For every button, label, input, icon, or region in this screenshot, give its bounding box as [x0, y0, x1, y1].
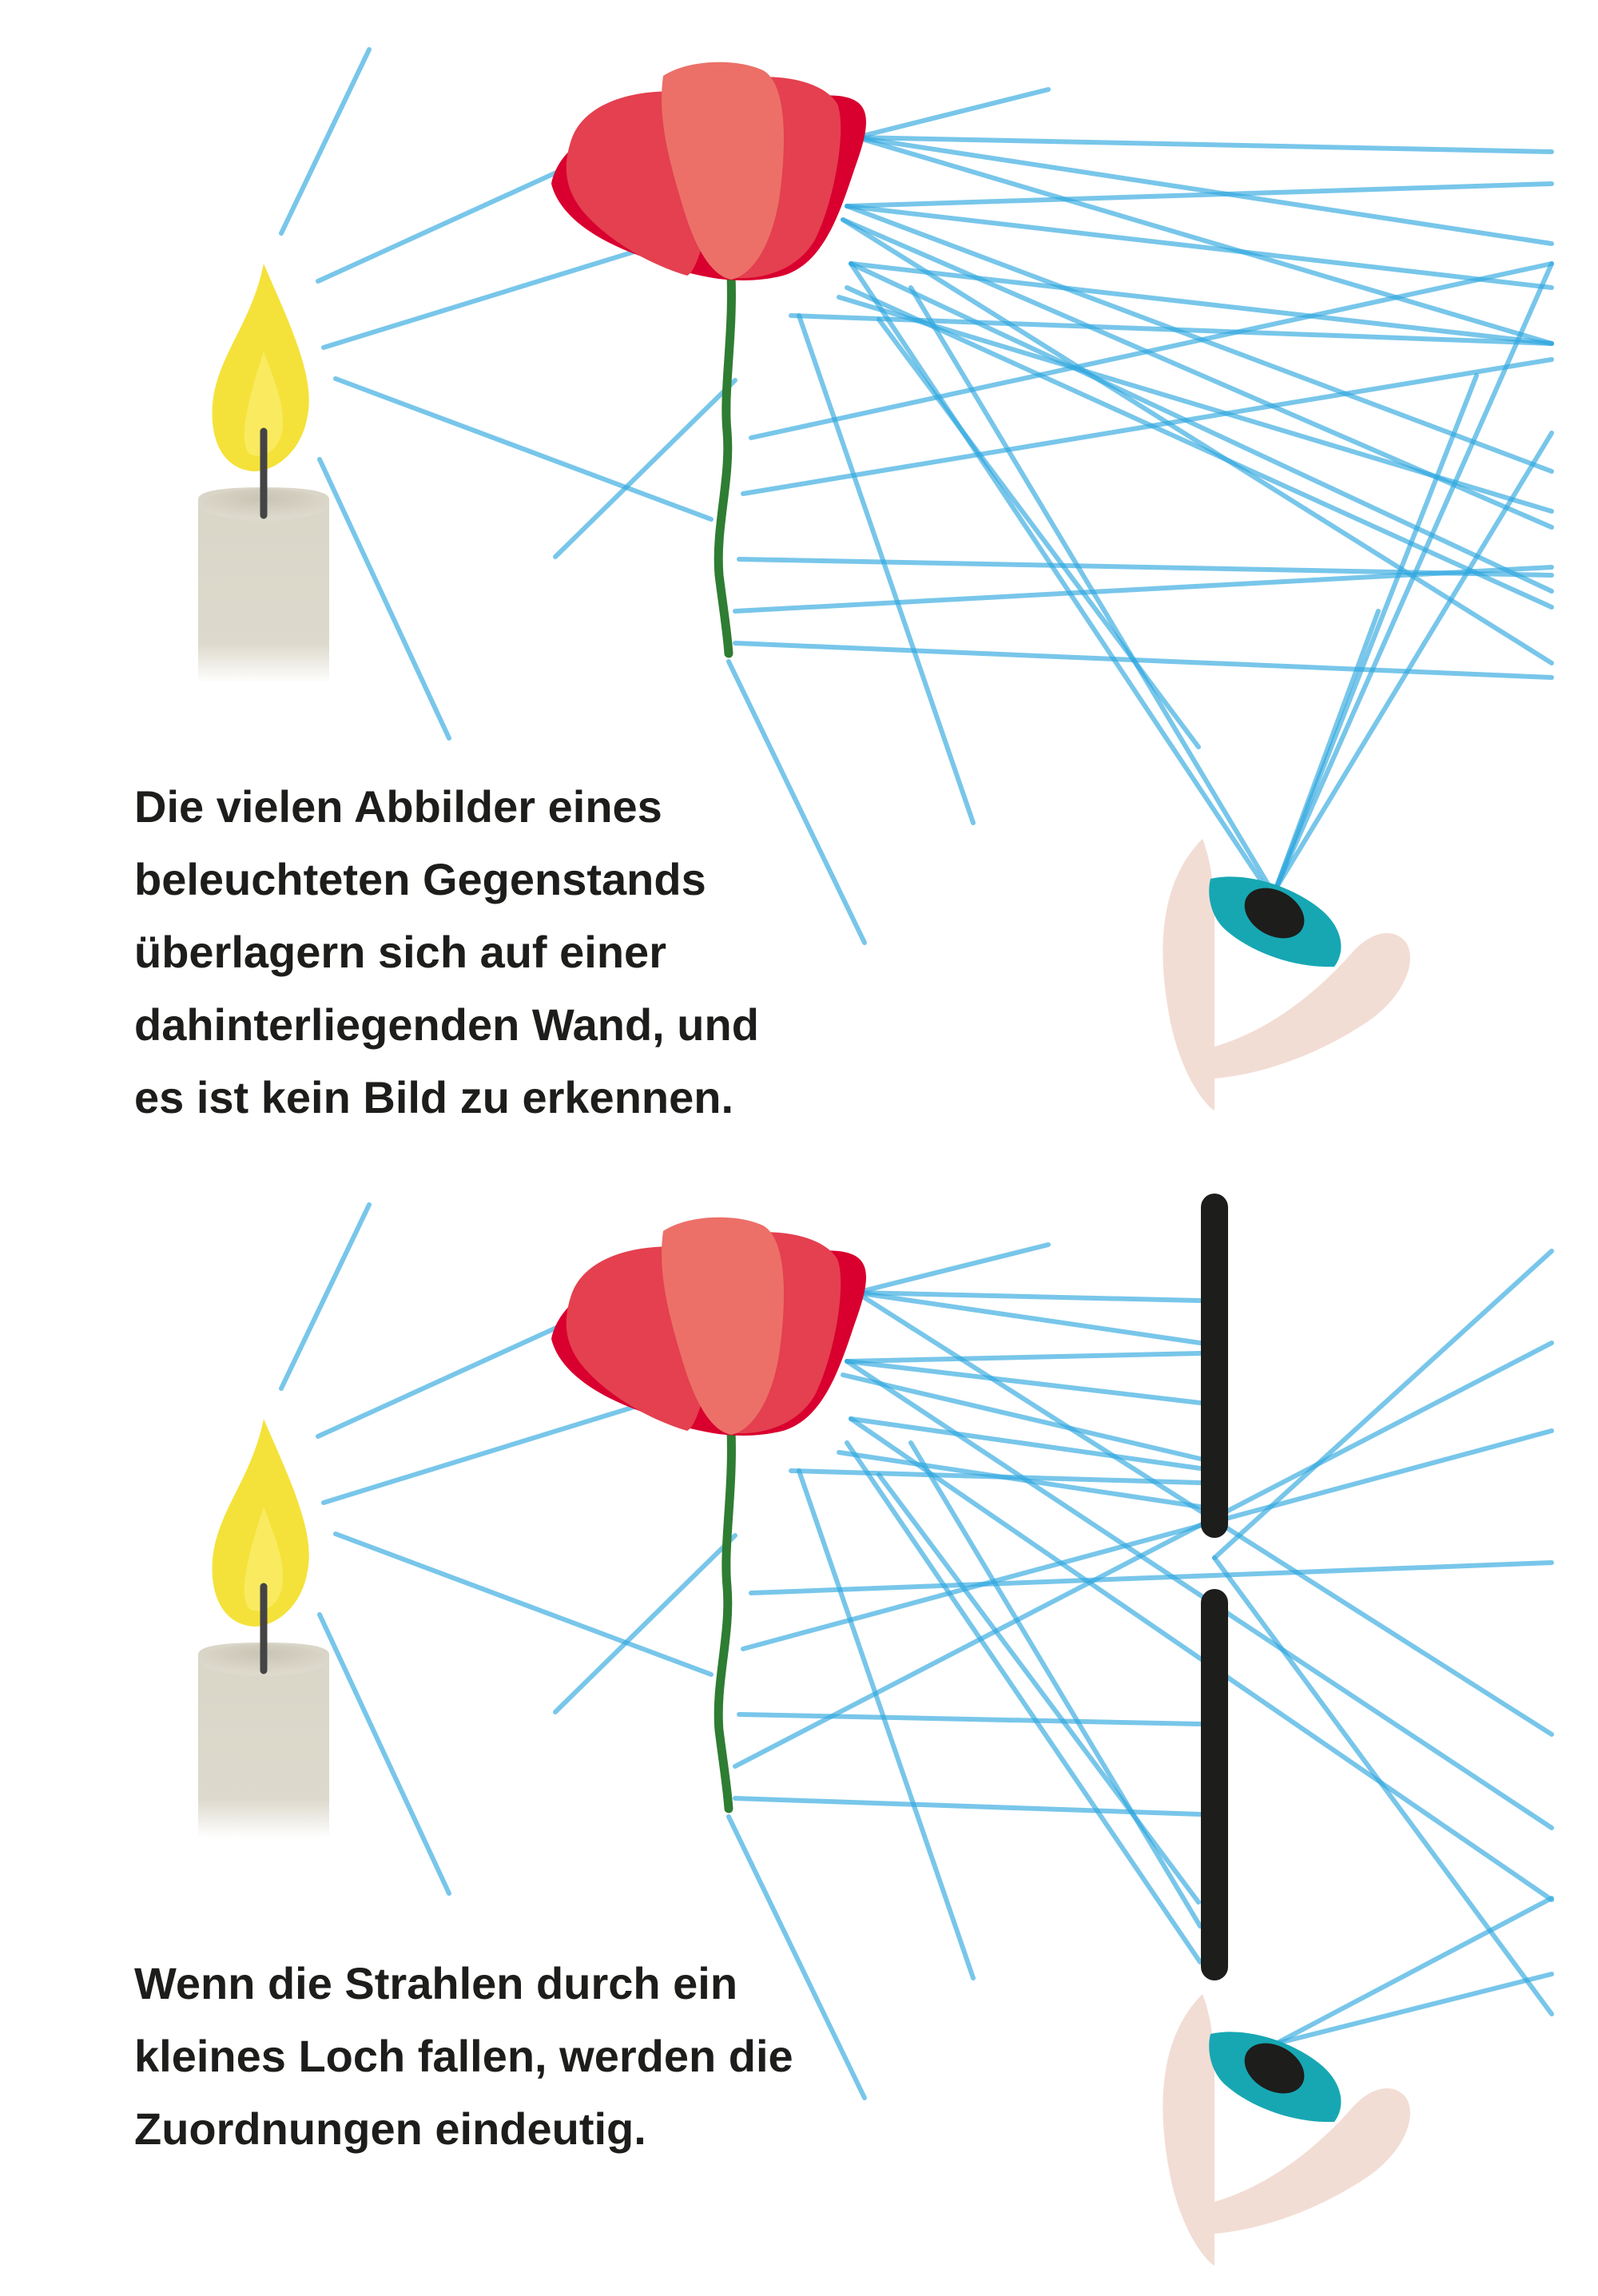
- caption-line: kleines Loch fallen, werden die: [134, 2031, 793, 2081]
- caption-top: [134, 770, 759, 1134]
- poppy-flower-icon: [551, 62, 866, 653]
- caption-line: beleuchteten Gegenstands: [134, 854, 706, 904]
- caption-line: Wenn die Strahlen durch ein: [134, 1958, 738, 2008]
- candle-icon: [198, 264, 329, 683]
- poppy-flower-icon: [551, 1218, 866, 1809]
- caption-line: es ist kein Bild zu erkennen.: [134, 1072, 734, 1122]
- caption-line: überlagern sich auf einer: [134, 927, 666, 977]
- caption-line: Die vielen Abbilder eines: [134, 781, 662, 832]
- eye-icon: [1163, 839, 1410, 1110]
- caption-line: dahinterliegenden Wand, und: [134, 999, 759, 1050]
- caption-line: Zuordnungen eindeutig.: [134, 2103, 646, 2154]
- eye-icon: [1163, 1994, 1410, 2266]
- caption-bottom: [134, 1947, 793, 2165]
- candle-icon: [198, 1419, 329, 1838]
